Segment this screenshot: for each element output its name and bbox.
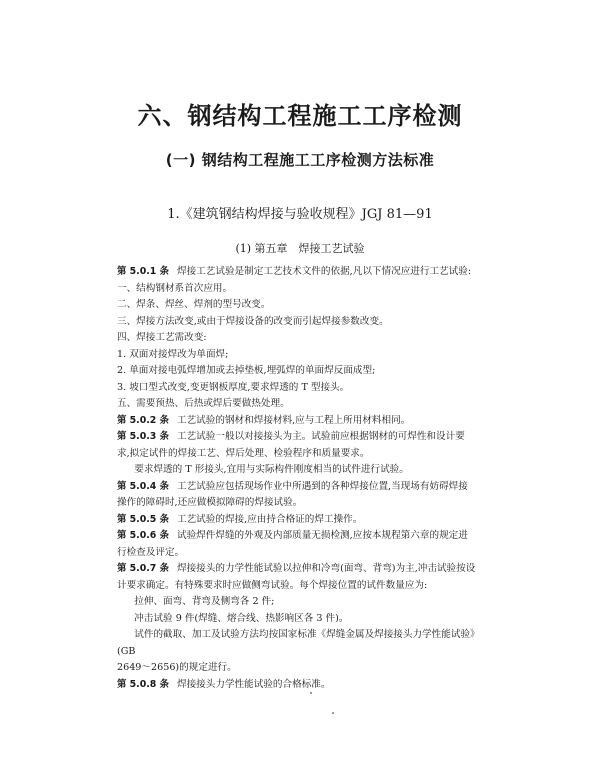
clause-5-0-1 bbox=[117, 264, 493, 281]
clause-number: 第 5.0.5 条 bbox=[117, 513, 169, 525]
scan-speck bbox=[310, 692, 312, 694]
list-item: 一、结构钢材系首次应用。 bbox=[117, 282, 233, 294]
document-body bbox=[117, 264, 493, 693]
clause-text: 工艺试验一般以对接接头为主。试验前应根据钢材的可焊性和设计要 bbox=[176, 431, 465, 442]
clause-number: 第 5.0.8 条 bbox=[117, 678, 169, 690]
sub-heading: (一) 钢结构工程施工工序检测方法标准 bbox=[165, 151, 435, 169]
clause-text: 工艺试验的钢材和焊接材料,应与工程上所用材料相同。 bbox=[176, 414, 411, 426]
clause-text: 焊接接头的力学性能试验以拉伸和冷弯(面弯、背弯)为主,冲击试验按设 bbox=[176, 563, 476, 574]
clause-number: 第 5.0.7 条 bbox=[117, 563, 169, 574]
list-item: 三、焊接方法改变,或由于焊接设备的改变而引起焊接参数改变。 bbox=[117, 315, 389, 327]
clause-text: 焊接接头力学性能试验的合格标准。 bbox=[176, 678, 331, 690]
clause-number: 第 5.0.1 条 bbox=[117, 266, 169, 277]
clause-5-0-5 bbox=[117, 512, 493, 529]
clause-continuation: 计要求确定。有特殊要求时应做侧弯试验。每个焊接位置的试件数量应为: bbox=[117, 579, 428, 591]
clause-number: 第 5.0.3 条 bbox=[117, 431, 169, 442]
chapter-title: (1) 第五章 焊接工艺试验 bbox=[235, 242, 365, 255]
clause-text: 焊接工艺试验是制定工艺技术文件的依据,凡以下情况应进行工艺试验: bbox=[176, 266, 472, 277]
scan-speck bbox=[332, 712, 334, 714]
clause-number: 第 5.0.6 条 bbox=[117, 530, 169, 541]
clause-continuation: 求,拟定试件的焊接工艺、焊后处理、检验程序和质量要求。 bbox=[117, 447, 370, 459]
clause-5-0-8 bbox=[117, 677, 493, 694]
list-item: 二、焊条、焊丝、焊剂的型号改变。 bbox=[117, 299, 271, 310]
clause-5-0-6 bbox=[117, 528, 493, 545]
clause-paragraph: 要求焊透的 T 形接头,宜用与实际构件刚度相当的试件进行试验。 bbox=[134, 464, 409, 475]
clause-5-0-3 bbox=[117, 429, 493, 446]
clause-text: 试验焊件焊缝的外观及内部质量无损检测,应按本规程第六章的规定进 bbox=[176, 530, 468, 541]
clause-number: 第 5.0.4 条 bbox=[117, 480, 169, 492]
clause-text: 工艺试验的焊接,应由持合格证的焊工操作。 bbox=[176, 513, 363, 525]
clause-text: 工艺试验应包括现场作业中所遇到的各种焊接位置,当现场有妨碍焊接 bbox=[176, 480, 468, 492]
standard-title: 1.《建筑钢结构焊接与验收规程》JGJ 81—91 bbox=[167, 207, 433, 222]
clause-paragraph: 拉伸、面弯、背弯及侧弯各 2 件; bbox=[134, 596, 275, 607]
list-item: 四、焊接工艺需改变: bbox=[117, 332, 207, 343]
clause-5-0-2 bbox=[117, 413, 493, 430]
clause-continuation: 2649～2656)的规定进行。 bbox=[117, 662, 237, 673]
clause-continuation: 行检查及评定。 bbox=[117, 546, 185, 558]
main-heading: 六、钢结构工程施工工序检测 bbox=[137, 102, 463, 130]
list-item: 3. 坡口型式改变,变更钢板厚度,要求焊透的 T 型接头。 bbox=[117, 381, 350, 393]
clause-5-0-7 bbox=[117, 561, 493, 578]
clause-number: 第 5.0.2 条 bbox=[117, 414, 169, 426]
list-item: 五、需要预热、后热或焊后要做热处理。 bbox=[117, 398, 290, 409]
list-item: 1. 双面对接焊改为单面焊; bbox=[117, 348, 229, 360]
clause-paragraph: 试件的截取、加工及试验方法均按国家标准《焊缝金属及焊接接头力学性能试验》(GB bbox=[117, 629, 480, 657]
clause-5-0-4 bbox=[117, 479, 493, 496]
list-item: 2. 单面对接电弧焊增加或去掉垫板,埋弧焊的单面焊反面成型; bbox=[117, 365, 376, 376]
clause-paragraph: 冲击试验 9 件(焊缝、熔合线、热影响区各 3 件)。 bbox=[134, 612, 349, 624]
clause-continuation: 操作的障碍时,还应做模拟障碍的焊接试验。 bbox=[117, 497, 303, 508]
